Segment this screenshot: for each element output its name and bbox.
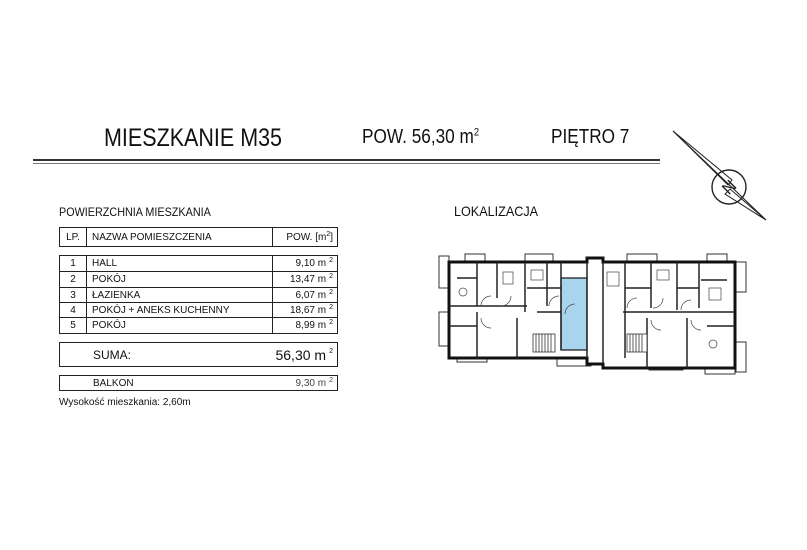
balcony-value: 9,30 m $^2$ — [295, 376, 333, 389]
sum-value: 56,30 m $^2$ — [275, 346, 333, 363]
balcony-row — [59, 375, 338, 391]
table-row: 3 ŁAZIENKA 6,07 m $^2$ — [70, 288, 333, 301]
apartment-area: POW. 56,30 $m^2$ — [362, 126, 480, 148]
header-rule — [33, 159, 660, 161]
north-arrow-icon — [670, 128, 775, 228]
col-lp: LP. — [66, 231, 80, 243]
room-table — [59, 255, 338, 334]
balcony-right-bottom — [736, 342, 746, 372]
header-rule-thin — [33, 163, 660, 164]
balcony-label: BALKON — [93, 377, 134, 389]
location-title: LOKALIZACJA — [454, 203, 539, 219]
location-floorplan — [437, 248, 749, 376]
section-title: POWIERZCHNIA MIESZKANIA — [59, 205, 211, 219]
sum-row — [59, 342, 338, 367]
apartment-title: MIESZKANIE M35 — [104, 124, 283, 152]
height-note: Wysokość mieszkania: 2,60m — [59, 397, 191, 408]
col-area: POW. [m $^2$ ] — [286, 230, 333, 243]
floor-label: PIĘTRO 7 — [551, 126, 630, 148]
table-row: 5 POKÓJ 8,99 m $^2$ — [70, 319, 333, 331]
sum-label: SUMA: — [93, 347, 132, 362]
table-row: 2 POKÓJ 13,47 m $^2$ — [70, 273, 333, 285]
col-name: NAZWA POMIESZCZENIA — [92, 231, 212, 243]
north-letter: N — [718, 176, 741, 199]
table-row: 4 POKÓJ + ANEKS KUCHENNY 18,67 m $^2$ — [70, 303, 333, 316]
balcony-right-top — [736, 262, 746, 292]
table-row: 1 HALL 9,10 m $^2$ — [70, 257, 333, 269]
table-header — [59, 227, 338, 247]
